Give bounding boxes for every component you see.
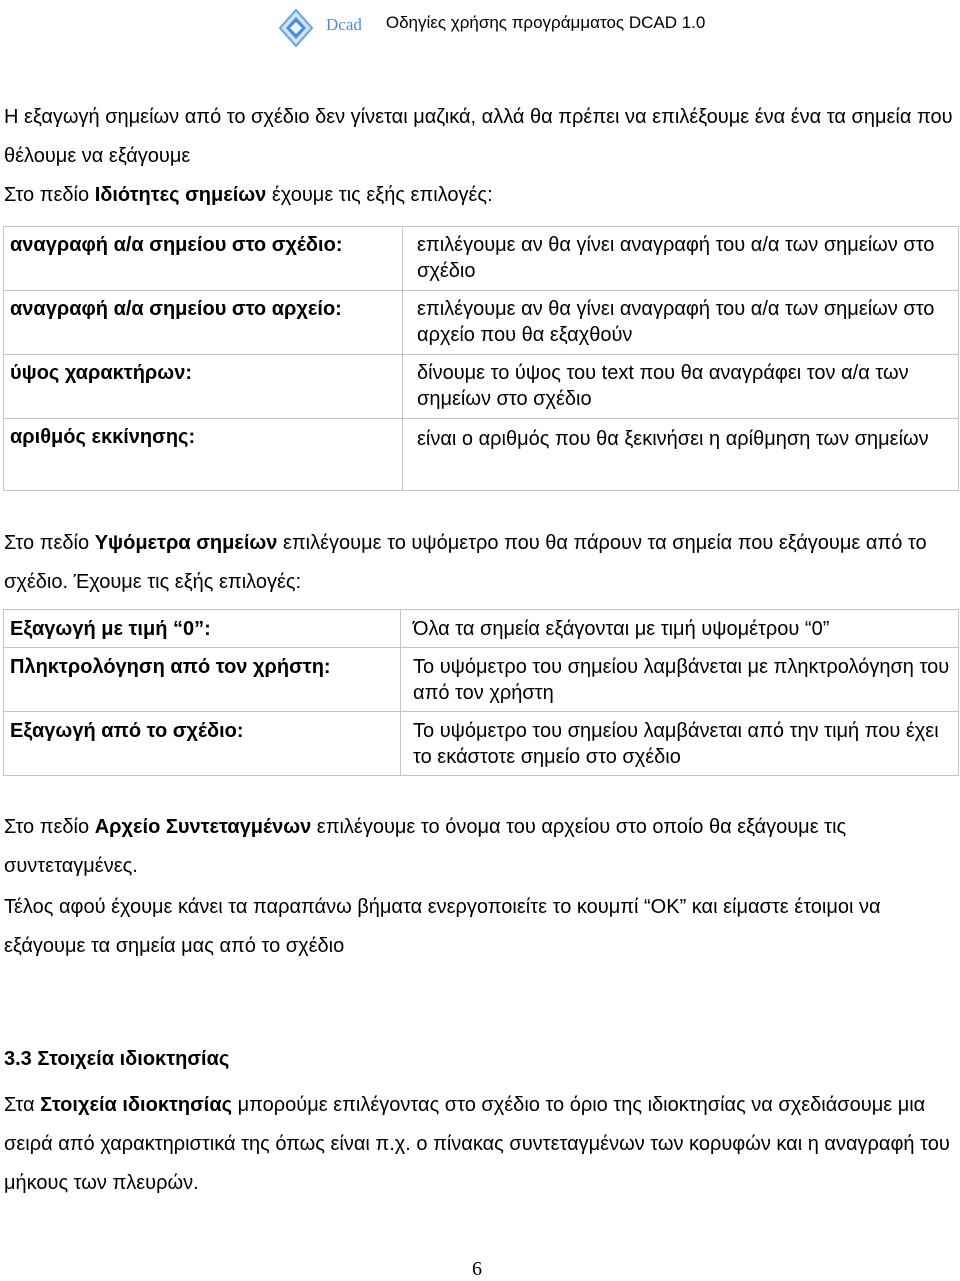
option-description: δίνουμε το ύψος του text που θα αναγράφει τον α/α των σημείων στο σχέδιο — [403, 355, 959, 419]
option-label: αναγραφή α/α σημείου στο σχέδιο: — [4, 227, 403, 291]
text-run: επιλέγουμε το υψόμετρο που θα πάρουν τα σημεία που εξάγουμε από το σχέδιο. Έχουμε τις εξής επιλογές: — [4, 532, 927, 593]
page-number: 6 — [472, 1258, 482, 1280]
table-row — [4, 610, 959, 648]
elevation-options-table — [3, 609, 959, 776]
option-label: αριθμός εκκίνησης: — [4, 419, 403, 491]
field-name: Υψόμετρα σημείων — [94, 532, 278, 554]
field-name: Στοιχεία ιδιοκτησίας — [40, 1094, 233, 1116]
option-description: είναι ο αριθμός που θα ξεκινήσει η αρίθμηση των σημείων — [403, 419, 959, 491]
section-paragraph — [4, 1086, 954, 1203]
option-label: ύψος χαρακτήρων: — [4, 355, 403, 419]
coordinates-field-paragraph — [4, 808, 954, 886]
option-label: Πληκτρολόγηση από τον χρήστη: — [4, 648, 401, 712]
option-description: επιλέγουμε αν θα γίνει αναγραφή του α/α των σημείων στο σχέδιο — [403, 227, 959, 291]
section-heading: 3.3 Στοιχεία ιδιοκτησίας — [4, 1048, 230, 1070]
header-title: Οδηγίες χρήσης προγράμματος DCAD 1.0 — [385, 13, 706, 32]
text-run: Στο πεδίο — [4, 816, 95, 838]
text-run: Στο πεδίο — [4, 532, 95, 554]
table-row — [4, 419, 959, 491]
option-description: Το υψόμετρο του σημείου λαμβάνεται από την τιμή που έχει το εκάστοτε σημείο στο σχέδιο — [401, 712, 959, 776]
option-label: Εξαγωγή με τιμή “0”: — [4, 610, 401, 648]
table-row — [4, 227, 959, 291]
option-label: Εξαγωγή από το σχέδιο: — [4, 712, 401, 776]
text-run: Στα — [4, 1094, 41, 1116]
properties-options-table — [3, 226, 959, 491]
field-name: Ιδιότητες σημείων — [94, 184, 267, 206]
intro-paragraph: Η εξαγωγή σημείων από το σχέδιο δεν γίνεται μαζικά, αλλά θα πρέπει να επιλέξουμε ένα ένα τα σημεία που θέλουμε να εξάγουμε — [4, 106, 953, 167]
option-description: Το υψόμετρο του σημείου λαμβάνεται με πληκτρολόγηση του από τον χρήστη — [401, 648, 959, 712]
text-run: επιλέγουμε το όνομα του αρχείου στο οποίο θα εξάγουμε τις συντεταγμένες. — [4, 816, 847, 877]
text-run: Στο πεδίο — [4, 184, 95, 206]
table-row — [4, 355, 959, 419]
field-name: Αρχείο Συντεταγμένων — [94, 816, 312, 838]
table-row — [4, 648, 959, 712]
option-label: αναγραφή α/α σημείου στο αρχείο: — [4, 291, 403, 355]
option-description: Όλα τα σημεία εξάγονται με τιμή υψομέτρου “0” — [401, 610, 959, 648]
logo-text: Dcad — [326, 15, 362, 34]
text-run: έχουμε τις εξής επιλογές: — [266, 184, 493, 206]
final-paragraph: Τέλος αφού έχουμε κάνει τα παραπάνω βήματα ενεργοποιείτε το κουμπί “OK” και είμαστε έτοιμοι να εξάγουμε τα σημεία μας από το σχέδιο — [4, 896, 881, 957]
table-row — [4, 291, 959, 355]
text-run: μπορούμε επιλέγοντας στο σχέδιο το όριο της ιδιοκτησίας να σχεδιάσουμε μια σειρά από χαρακτηριστικά της όπως είναι π.χ. ο πίνακας συντεταγμένων των κορυφών και η αναγραφή του μήκους των πλευρών. — [4, 1094, 950, 1194]
table-row — [4, 712, 959, 776]
properties-field-paragraph — [4, 176, 954, 215]
dcad-logo-icon — [276, 6, 316, 50]
option-description: επιλέγουμε αν θα γίνει αναγραφή του α/α των σημείων στο αρχείο που θα εξαχθούν — [403, 291, 959, 355]
elevation-field-paragraph — [4, 524, 954, 602]
page-header — [276, 4, 705, 52]
